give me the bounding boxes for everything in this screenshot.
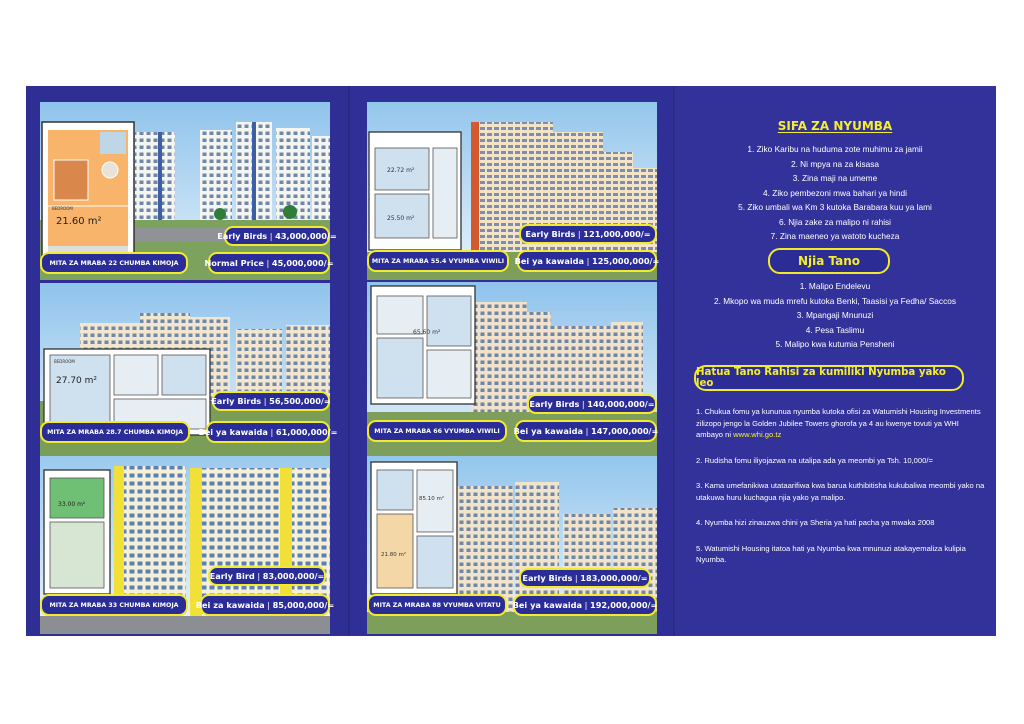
normal-label: Normal Price: [204, 258, 264, 268]
plan-area-label: 85.10 m²: [419, 496, 445, 502]
payment-item: 2. Mkopo wa muda mrefu kutoka Benki, Taasisi ya Fedha/ Saccos: [714, 295, 956, 306]
early-label: Early Birds: [522, 573, 573, 583]
feature-item: 1. Ziko Karibu na huduma zote muhimu za jamii: [747, 144, 923, 154]
payment-title: Njia Tano: [768, 248, 890, 274]
normal-price-badge: Bei za kawaida | 85,000,000/=: [200, 594, 330, 616]
step-item: 5. Watumishi Housing itatoa hati ya Nyumba kwa mnunuzi atakayemaliza kulipia Nyumba.: [696, 543, 966, 564]
plan-room-label: BEDROOM: [52, 206, 73, 211]
feature-item: 7. Zina maeneo ya watoto kucheza: [770, 231, 900, 241]
area-label-badge: MITA ZA MRABA 55.4 VYUMBA VIWILI: [367, 250, 509, 272]
normal-label: Bei za kawaida: [195, 600, 265, 610]
step-item: 4. Nyumba hizi zinauzwa chini ya Sheria ya hati pacha ya mwaka 2008: [696, 518, 935, 527]
payment-list: [674, 279, 996, 352]
plan-room-label: BEDROOM: [54, 359, 75, 364]
plan-area-label: 33.00 m²: [58, 501, 86, 508]
normal-price: 192,000,000/=: [590, 600, 658, 610]
early-label: Early Birds: [525, 229, 576, 239]
normal-price-badge: Normal Price | 45,000,000/=: [208, 252, 330, 274]
feature-item: 3. Zina maji na umeme: [792, 173, 878, 183]
payment-item: 5. Malipo kwa kutumia Pensheni: [775, 339, 895, 349]
website-link[interactable]: www.whi.go.tz: [733, 430, 782, 439]
early-price: 83,000,000/=: [262, 571, 325, 581]
early-price: 183,000,000/=: [580, 573, 648, 583]
normal-price: 45,000,000/=: [271, 258, 334, 268]
normal-price: 61,000,000/=: [275, 427, 338, 437]
normal-price: 147,000,000/=: [591, 426, 659, 436]
early-label: Early Bird: [209, 571, 255, 581]
features-title: SIFA ZA NYUMBA: [777, 119, 893, 133]
normal-label: Bei ya kawaida: [513, 426, 584, 436]
normal-price-badge: Bei ya kawaida | 61,000,000/=: [206, 421, 330, 443]
area-label-badge: MITA ZA MRABA 33 CHUMBA KIMOJA: [40, 594, 188, 616]
info-panel: [674, 86, 996, 636]
normal-label: Bei ya kawaida: [514, 256, 585, 266]
plan-area-label: 27.70 m²: [56, 376, 98, 386]
fold-line: [348, 86, 350, 636]
step-item: 3. Kama umefanikiwa utataarifiwa kwa barua kuthibitisha kukubaliwa meombi yako na utakuwa huru kuchagua njia yako ya malipo.: [696, 481, 985, 502]
feature-item: 2. Ni mpya na za kisasa: [790, 158, 880, 169]
listing-card-3: [40, 283, 338, 461]
feature-item: 6. Njia zake za malipo ni rahisi: [778, 216, 892, 227]
features-list: [674, 142, 996, 244]
listing-card-6: [367, 456, 657, 634]
area-label-badge: MITA ZA MRABA 88 VYUMBA VITATU: [367, 594, 507, 616]
early-price-badge: Early Bird | 83,000,000/=: [208, 566, 326, 586]
early-price: 121,000,000/=: [583, 229, 651, 239]
steps-title: Hatua Tano Rahisi za kumiliki Nyumba yako leo: [694, 365, 964, 391]
normal-price: 85,000,000/=: [272, 600, 335, 610]
plan-area-label: 21.60 m²: [56, 216, 102, 227]
listing-card-5: [40, 456, 335, 634]
early-label: Early Birds: [529, 399, 580, 409]
listing-card-2: [367, 102, 660, 280]
early-price-badge: Early Birds | 183,000,000/=: [519, 568, 651, 588]
early-label: Early Birds: [211, 396, 262, 406]
normal-price-badge: Bei ya kawaida | 147,000,000/=: [515, 420, 657, 442]
early-price-badge: Early Birds | 43,000,000/=: [224, 226, 330, 246]
early-price-badge: Early Birds | 121,000,000/=: [519, 224, 657, 244]
brochure: [26, 86, 996, 636]
payment-item: 1. Malipo Endelevu: [799, 281, 871, 291]
plan-area-label-2: 25.50 m²: [387, 215, 415, 222]
early-price: 43,000,000/=: [275, 231, 337, 241]
payment-item: 3. Mpangaji Mnunuzi: [796, 310, 874, 320]
steps-list: [696, 406, 986, 580]
step-item: 2. Rudisha fomu iliyojazwa na utalipa ada ya meombi ya Tsh. 10,000/=: [696, 455, 933, 465]
payment-item: 4. Pesa Taslimu: [805, 324, 865, 335]
plan-area-label-2: 21.80 m²: [381, 552, 407, 558]
normal-price: 125,000,000/=: [592, 256, 660, 266]
normal-price-badge: Bei ya kawaida | 192,000,000/=: [513, 594, 657, 616]
early-price-badge: Early Birds | 56,500,000/=: [212, 391, 330, 411]
early-price-badge: Early Birds | 140,000,000/=: [527, 394, 657, 414]
plan-area-label: 65.60 m²: [413, 329, 441, 336]
normal-price-badge: Bei ya kawaida | 125,000,000/=: [517, 250, 657, 272]
feature-item: 5. Ziko umbali wa Km 3 kutoka Barabara kuu ya lami: [738, 202, 932, 212]
normal-label: Bei ya kawaida: [198, 427, 268, 437]
area-label-badge: MITA ZA MRABA 66 VYUMBA VIWILI: [367, 420, 507, 442]
listing-card-4: [367, 282, 657, 460]
early-price: 56,500,000/=: [269, 396, 331, 406]
step-item: [696, 406, 986, 441]
early-label: Early Birds: [217, 231, 268, 241]
feature-item: 4. Ziko pembezoni mwa bahari ya hindi: [763, 187, 907, 198]
listing-card-1: [40, 102, 337, 280]
area-label-badge: MITA ZA MRABA 22 CHUMBA KIMOJA: [40, 252, 188, 274]
area-label-badge: MITA ZA MRABA 28.7 CHUMBA KIMOJA: [40, 421, 190, 443]
step-1-text: 1. Chukua fomu ya kununua nyumba kutoka ofisi za Watumishi Housing Investments zilizopo jengo la Golden Jubilee Towers ghorofa ya 4 au kwenye tovuti ya WHI ambayo ni: [696, 407, 981, 439]
normal-label: Bei ya kawaida: [512, 600, 583, 610]
plan-area-label: 22.72 m²: [387, 167, 415, 174]
early-price: 140,000,000/=: [587, 399, 655, 409]
